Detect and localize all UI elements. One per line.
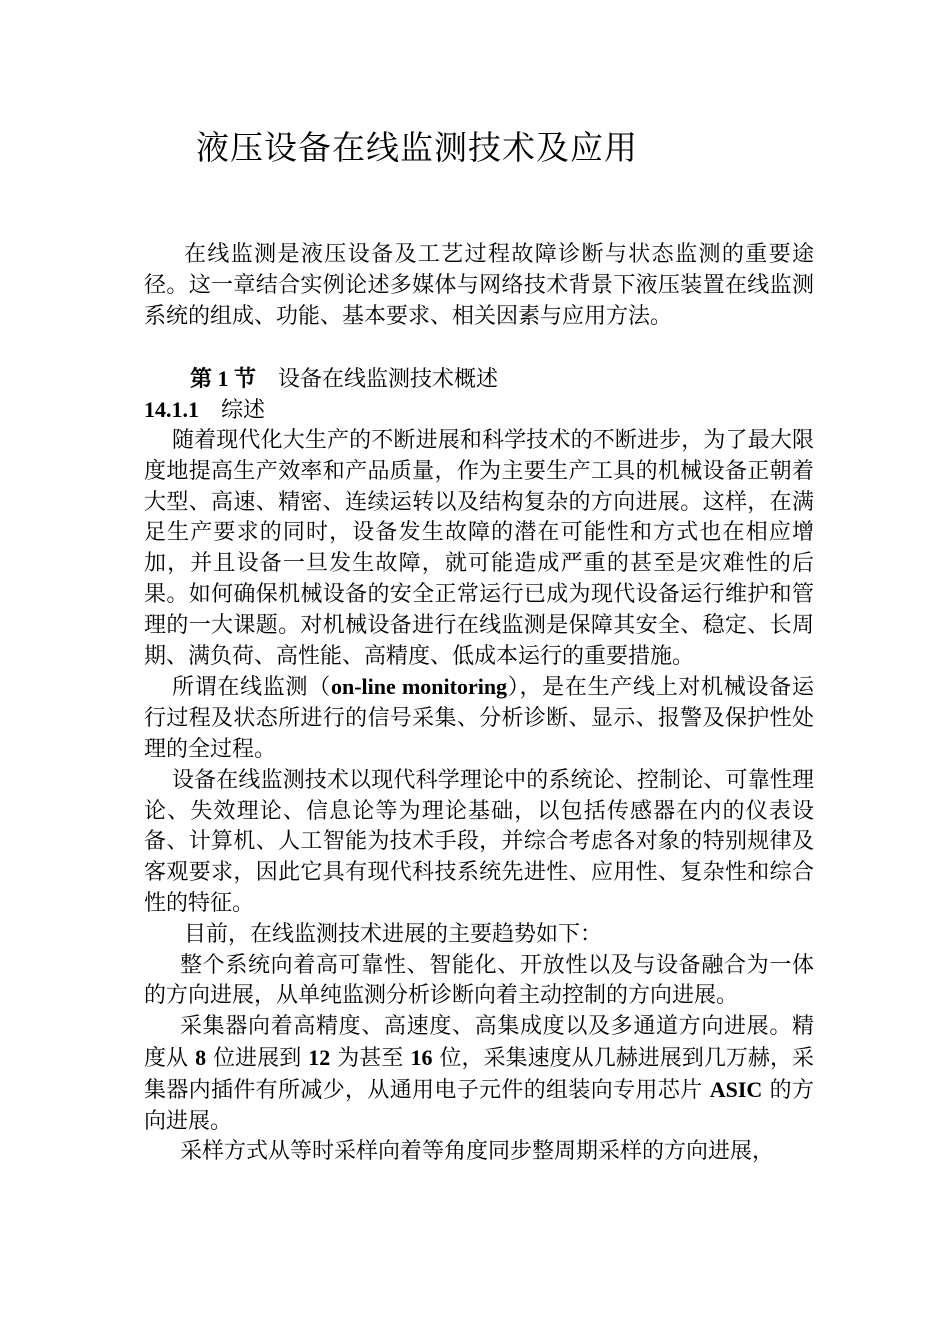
section-number: 第 1 节 xyxy=(190,366,257,391)
collector-num-2: 12 xyxy=(308,1044,331,1070)
collector-text-1: 采集器向着高精度、高速度、高集成度以及多通道方向进展。精度从 xyxy=(144,1014,814,1071)
collector-num-3: 16 xyxy=(410,1044,433,1070)
section-heading xyxy=(190,364,498,395)
subsection-number: 14.1.1 xyxy=(144,397,199,422)
collector-num-1: 8 xyxy=(195,1044,207,1070)
paragraph-trends-intro: 目前，在线监测技术进展的主要趋势如下： xyxy=(184,921,603,947)
paragraph-trend-sampling: 采样方式从等时采样向着等角度同步整周期采样的方向进展， xyxy=(180,1139,775,1165)
collector-text-3: 为甚至 xyxy=(330,1045,411,1071)
intro-paragraph: 在线监测是液压设备及工艺过程故障诊断与状态监测的重要途径。这一章结合实例论述多媒体与网络技术背景下液压装置在线监测系统的组成、功能、基本要求、相关因素与应用方法。 xyxy=(144,242,814,329)
document-title: 液压设备在线监测技术及应用 xyxy=(196,128,638,167)
definition-text-end: ），是在生产线上对机械设备运行过程及状态所进行的信号采集、分析诊断、显示、报警及保护性处理的全过程。 xyxy=(144,675,814,762)
collector-text-4: 位，采集速度从几赫进展到几万赫，采集器内插件有所减少，从通用电子元件的组装向专用芯片 xyxy=(144,1045,814,1103)
paragraph-definition xyxy=(144,672,814,765)
subsection-heading xyxy=(144,395,265,426)
paragraph-background: 随着现代化大生产的不断进展和科学技术的不断进步，为了最大限度地提高生产效率和产品质量，作为主要生产工具的机械设备正朝着大型、高速、精密、连续运转以及结构复杂的方向进展。这样，在满足生产要求的同时，设备发生故障的潜在可能性和方式也在相应增加，并且设备一旦发生故障，就可能造成严重的甚至是灾难性的后果。如何确保机械设备的安全正常运行已成为现代设备运行维护和管理的一大课题。对机械设备进行在线监测是保障其安全、稳定、长周期、满负荷、高性能、高精度、低成本运行的重要措施。 xyxy=(144,428,814,669)
collector-asic: ASIC xyxy=(709,1076,763,1102)
collector-text-2: 位进展到 xyxy=(206,1045,309,1071)
paragraph-theory: 设备在线监测技术以现代科学理论中的系统论、控制论、可靠性理论、失效理论、信息论等为理论基础，以包括传感器在内的仪表设备、计算机、人工智能为技术手段，并综合考虑各对象的特别规律及客观要求，因此它具有现代科技系统先进性、应用性、复杂性和综合性的特征。 xyxy=(144,767,814,916)
paragraph-trend-system: 整个系统向着高可靠性、智能化、开放性以及与设备融合为一体的方向进展，从单纯监测分析诊断向着主动控制的方向进展。 xyxy=(144,952,814,1009)
paragraph-trend-collector xyxy=(144,1012,814,1137)
section-title-text: 设备在线监测技术概述 xyxy=(278,367,499,392)
definition-term: on-line monitoring xyxy=(330,674,508,700)
subsection-title-text: 综述 xyxy=(221,398,266,423)
definition-text-start: 所谓在线监测（ xyxy=(172,675,331,701)
main-body xyxy=(144,426,814,1168)
collector-text-5: 的方向进展。 xyxy=(144,1077,814,1134)
